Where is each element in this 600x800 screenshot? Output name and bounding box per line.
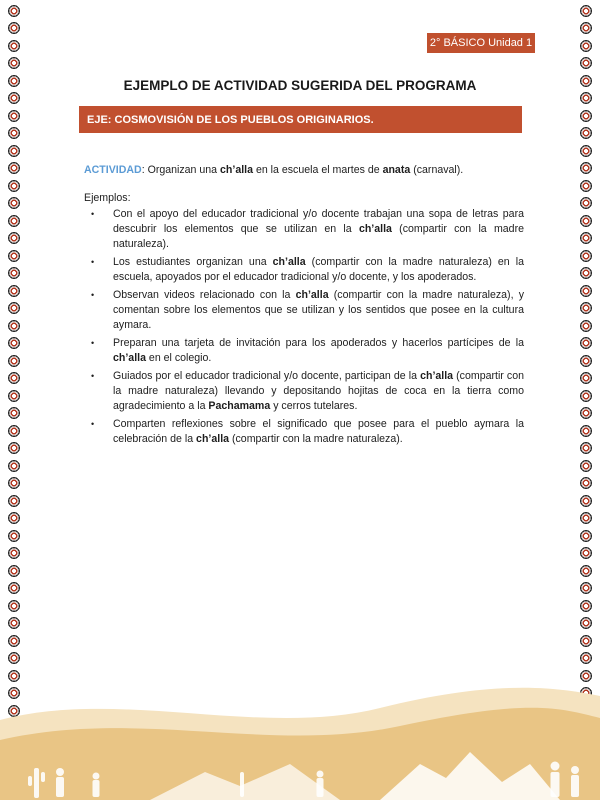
border-motif-icon — [7, 39, 21, 53]
item-term: ch’alla — [358, 223, 392, 235]
border-motif-icon — [7, 616, 21, 630]
border-motif-icon — [7, 424, 21, 438]
border-motif-icon — [7, 389, 21, 403]
border-motif-icon — [579, 389, 593, 403]
item-text: (compartir con la madre naturaleza). — [229, 433, 403, 445]
item-term: ch’alla — [196, 433, 230, 445]
item-term: ch’alla — [113, 352, 146, 364]
border-motif-icon — [579, 581, 593, 595]
border-motif-icon — [579, 144, 593, 158]
border-motif-icon — [579, 249, 593, 263]
border-motif-icon — [579, 616, 593, 630]
activity-text: (carnaval). — [410, 164, 464, 176]
item-text: Comparten reflexiones sobre el significado que posee para el pueblo aymara la celebración de la — [113, 418, 524, 445]
item-text: (compartir con la madre naturaleza) llevando y depositando hojitas de coca en la tierra como agradecimiento a la — [113, 370, 524, 412]
item-text: (compartir con la madre naturaleza) en la escuela, apoyados por el educador tradicional y/o docente, y los apoderados. — [113, 256, 524, 283]
item-text: Guiados por el educador tradicional y/o docente, participan de la — [113, 370, 421, 382]
border-motif-icon — [579, 161, 593, 175]
border-motif-icon — [579, 476, 593, 490]
list-item — [84, 417, 524, 447]
item-term: ch’alla — [420, 370, 454, 382]
border-motif-icon — [7, 91, 21, 105]
activity-term-challa: ch’alla — [220, 164, 253, 176]
border-motif-icon — [7, 546, 21, 560]
border-motif-icon — [7, 441, 21, 455]
border-motif-icon — [7, 179, 21, 193]
border-motif-icon — [7, 126, 21, 140]
activity-label: ACTIVIDAD — [84, 164, 142, 176]
border-motif-icon — [7, 144, 21, 158]
item-term-pachamama: Pachamama — [208, 400, 271, 412]
border-motif-icon — [579, 529, 593, 543]
list-item — [84, 207, 524, 252]
border-motif-icon — [579, 319, 593, 333]
border-motif-icon — [579, 231, 593, 245]
list-item — [84, 336, 524, 366]
border-motif-icon — [579, 354, 593, 368]
border-motif-icon — [579, 126, 593, 140]
activity-text: : Organizan una — [141, 164, 221, 176]
border-motif-icon — [7, 56, 21, 70]
border-motif-icon — [579, 109, 593, 123]
border-motif-icon — [7, 249, 21, 263]
border-motif-icon — [579, 599, 593, 613]
border-motif-icon — [579, 459, 593, 473]
unit-badge-text: 2° BÁSICO Unidad 1 — [429, 37, 533, 49]
border-motif-icon — [579, 546, 593, 560]
footer-illustration — [0, 660, 600, 800]
border-motif-icon — [579, 511, 593, 525]
list-item — [84, 255, 524, 285]
document-body — [84, 163, 524, 450]
border-motif-icon — [7, 476, 21, 490]
item-term: ch’alla — [295, 289, 329, 301]
border-motif-icon — [579, 179, 593, 193]
border-motif-icon — [579, 634, 593, 648]
bullet-icon: • — [91, 338, 95, 348]
item-term: ch’alla — [272, 256, 306, 268]
left-decorative-border — [3, 0, 25, 720]
border-motif-icon — [579, 21, 593, 35]
border-motif-icon — [7, 4, 21, 18]
border-motif-icon — [7, 214, 21, 228]
border-motif-icon — [7, 21, 21, 35]
border-motif-icon — [7, 634, 21, 648]
eje-banner — [79, 106, 522, 133]
border-motif-icon — [579, 494, 593, 508]
border-motif-icon — [579, 196, 593, 210]
border-motif-icon — [579, 91, 593, 105]
bullet-icon: • — [91, 257, 95, 267]
border-motif-icon — [579, 336, 593, 350]
page-title: EJEMPLO DE ACTIVIDAD SUGERIDA DEL PROGRAMA — [123, 78, 477, 93]
border-motif-icon — [7, 196, 21, 210]
border-motif-icon — [579, 301, 593, 315]
border-motif-icon — [7, 494, 21, 508]
border-motif-icon — [7, 266, 21, 280]
border-motif-icon — [579, 4, 593, 18]
border-motif-icon — [579, 441, 593, 455]
border-motif-icon — [579, 39, 593, 53]
right-decorative-border — [575, 0, 597, 720]
item-text: (compartir con la madre naturaleza), y comentan sobre los elementos que se utilizan y los sentidos que posee en la cultura aymara. — [113, 289, 524, 331]
border-motif-icon — [579, 424, 593, 438]
border-motif-icon — [7, 371, 21, 385]
border-motif-icon — [7, 529, 21, 543]
item-text: en el colegio. — [145, 352, 212, 364]
item-text: Observan videos relacionado con la — [113, 289, 296, 301]
border-motif-icon — [7, 459, 21, 473]
unit-badge — [427, 33, 535, 53]
border-motif-icon — [7, 354, 21, 368]
border-motif-icon — [7, 564, 21, 578]
border-motif-icon — [7, 109, 21, 123]
activity-text: en la escuela el martes de — [253, 164, 383, 176]
border-motif-icon — [579, 214, 593, 228]
bullet-icon: • — [91, 209, 95, 219]
item-text: Preparan una tarjeta de invitación para los apoderados y hacerlos partícipes de la — [113, 337, 524, 349]
activity-line — [84, 163, 524, 178]
eje-label: EJE: COSMOVISIÓN DE LOS PUEBLOS ORIGINARIOS. — [87, 113, 374, 126]
border-motif-icon — [7, 319, 21, 333]
bullet-icon: • — [91, 419, 95, 429]
border-motif-icon — [579, 266, 593, 280]
item-text: y cerros tutelares. — [270, 400, 358, 412]
border-motif-icon — [7, 301, 21, 315]
examples-label: Ejemplos: — [84, 192, 131, 204]
item-text: Los estudiantes organizan una — [113, 256, 273, 268]
list-item — [84, 369, 524, 414]
border-motif-icon — [7, 231, 21, 245]
border-motif-icon — [579, 564, 593, 578]
examples-list — [84, 207, 524, 447]
bullet-icon: • — [91, 371, 95, 381]
list-item — [84, 288, 524, 333]
activity-term-anata: anata — [382, 164, 411, 176]
border-motif-icon — [7, 406, 21, 420]
border-motif-icon — [7, 336, 21, 350]
bullet-icon: • — [91, 290, 95, 300]
border-motif-icon — [579, 284, 593, 298]
border-motif-icon — [579, 56, 593, 70]
border-motif-icon — [7, 511, 21, 525]
border-motif-icon — [7, 581, 21, 595]
border-motif-icon — [7, 284, 21, 298]
border-motif-icon — [579, 406, 593, 420]
border-motif-icon — [579, 371, 593, 385]
border-motif-icon — [7, 161, 21, 175]
border-motif-icon — [7, 599, 21, 613]
item-text: Con el apoyo del educador tradicional y/o docente trabajan una sopa de letras para descubrir los elementos que se utilizan en la — [113, 208, 524, 235]
item-text: (compartir con la madre naturaleza). — [113, 223, 524, 250]
